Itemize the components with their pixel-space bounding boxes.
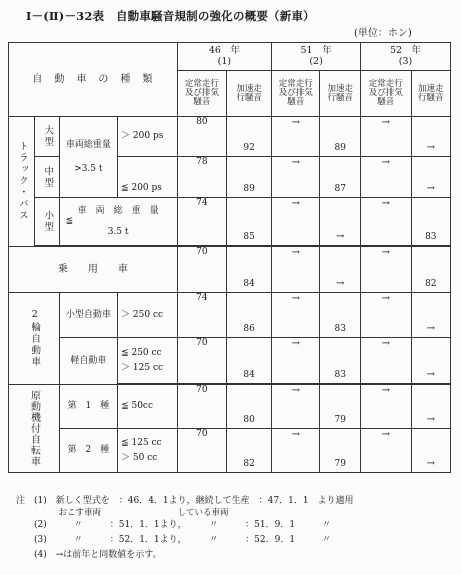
footnotes — [16, 494, 354, 563]
arrow: → — [360, 198, 411, 246]
value-passenger-a46: 84 — [227, 247, 272, 293]
value-moped2-a51: 79 — [320, 429, 360, 473]
class1-label: 第 1 種 — [59, 385, 117, 429]
class2-label: 第 2 種 — [59, 429, 117, 473]
value-small-s46: 74 — [177, 198, 226, 246]
large-label: 大型 — [34, 117, 59, 157]
value-moped2-a46: 82 — [227, 429, 272, 473]
arrow: → — [360, 117, 411, 157]
cond-le250cc: ≦ 250 cc — [121, 348, 162, 359]
accel-noise-header: 加速走 行騒音 — [320, 71, 360, 117]
note-line: (3) 〃 ：52．1．1より， 〃 ：52．9．1 〃 — [16, 535, 332, 545]
small-label: 小型 — [34, 198, 59, 246]
table-title: I－(Ⅱ)－32表 自動車騒音規制の強化の概要（新車） — [26, 9, 315, 23]
value-small-a46: 85 — [227, 198, 272, 246]
arrow: → — [272, 293, 320, 338]
arrow: → — [360, 293, 411, 338]
value-moped1-a46: 80 — [227, 385, 272, 429]
two-wheel-label: 2輪自動車 — [9, 293, 60, 385]
steady-noise-header: 定常走行 及び排気 騒音 — [360, 71, 411, 117]
arrow: → — [272, 429, 320, 473]
arrow: → — [272, 247, 320, 293]
cond-le200ps: ≦ 200 ps — [118, 157, 178, 198]
arrow: → — [272, 117, 320, 157]
light-motor-label: 軽自動車 — [59, 338, 117, 385]
value-two-small-a46: 86 — [227, 293, 272, 338]
value-medium-a51: 87 — [320, 157, 360, 198]
value-large-s46: 80 — [177, 117, 226, 157]
arrow: → — [320, 247, 360, 293]
arrow: → — [411, 429, 450, 473]
arrow: → — [360, 157, 411, 198]
arrow: → — [360, 385, 411, 429]
le-35t-text: 3.5 t — [107, 226, 129, 237]
value-passenger-s46: 70 — [177, 247, 226, 293]
cond-gt125cc: ＞ 125 cc — [121, 362, 164, 373]
value-two-light-s46: 70 — [177, 338, 226, 384]
arrow: → — [360, 338, 411, 384]
accel-noise-header: 加速走 行騒音 — [411, 71, 450, 117]
value-two-small-a51: 83 — [320, 293, 360, 338]
value-medium-s46: 78 — [177, 157, 226, 198]
arrow: → — [411, 293, 450, 338]
arrow: → — [272, 338, 320, 384]
note-line: (4) →は前年と同数値を示す。 — [16, 550, 162, 560]
value-two-light-a46: 84 — [227, 338, 272, 384]
moped-label — [9, 385, 60, 473]
arrow: → — [360, 247, 411, 293]
passenger-car-label: 乗 用 車 — [9, 247, 178, 293]
cond-gt250cc: ＞ 250 cc — [118, 293, 178, 338]
gross-weight-text: 車両総重量 — [65, 139, 111, 150]
small-motor-label: 小型自動車 — [59, 293, 117, 338]
value-two-light-a51: 83 — [320, 338, 360, 384]
value-large-a51: 89 — [320, 117, 360, 157]
gross-weight-spaced-text: 車 両 総 重 量 — [77, 205, 159, 216]
year-52-header: 52 年 (3) — [360, 43, 450, 71]
noise-regulation-table — [8, 42, 451, 473]
gross-weight-gt-label — [59, 117, 117, 198]
gross-weight-le-label — [59, 198, 177, 246]
arrow: → — [411, 385, 450, 429]
arrow: → — [272, 157, 320, 198]
gt-35t-text: >3.5 t — [74, 164, 103, 174]
medium-label: 中型 — [34, 157, 59, 198]
note-line: (2) 〃 ：51．1．1より， 〃 ：51．9．1 〃 — [16, 520, 332, 530]
arrow: → — [320, 198, 360, 246]
steady-noise-header: 定常走行 及び排気 騒音 — [272, 71, 320, 117]
steady-noise-header: 定常走行 及び排気 騒音 — [177, 71, 226, 117]
value-two-small-s46: 74 — [177, 293, 226, 338]
arrow: → — [272, 198, 320, 246]
value-medium-a46: 89 — [227, 157, 272, 198]
cond-gt50cc: ＞ 50 cc — [121, 452, 158, 463]
year-46-header: 46 年 (1) — [177, 43, 271, 71]
note-line: おこす車両 している車両 — [16, 508, 229, 518]
value-moped1-a51: 79 — [320, 385, 360, 429]
arrow: → — [411, 157, 450, 198]
cond-gt200ps: ＞ 200 ps — [118, 117, 178, 157]
arrow: → — [272, 385, 320, 429]
truck-bus-label: トラック・バス — [9, 117, 35, 247]
value-moped2-s46: 70 — [177, 429, 226, 473]
moped-label-text: 原動機付自転車 — [28, 390, 40, 467]
accel-noise-header: 加速走 行騒音 — [227, 71, 272, 117]
value-passenger-a52: 82 — [411, 247, 450, 293]
cond-le50cc: ≦ 50cc — [118, 385, 178, 429]
year-51-header: 51 年 (2) — [272, 43, 361, 71]
cond-le125cc-gt50cc — [118, 429, 178, 473]
arrow: → — [360, 429, 411, 473]
value-large-a46: 92 — [227, 117, 272, 157]
value-moped1-s46: 70 — [177, 385, 226, 429]
cond-le250cc-gt125cc — [118, 338, 178, 384]
cond-le125cc: ≦ 125 cc — [121, 438, 162, 449]
arrow: → — [411, 338, 450, 384]
value-small-a52: 83 — [411, 198, 450, 246]
le-symbol: ≦ — [65, 216, 74, 227]
category-header: 自 動 車 の 種 類 — [9, 43, 178, 117]
unit-label: (単位：ホン) — [354, 28, 412, 39]
arrow: → — [411, 117, 450, 157]
note-line: 注 (1) 新しく型式を ：46．4．1より，継続して生産 ：47．1．1 より適用 — [16, 496, 354, 506]
